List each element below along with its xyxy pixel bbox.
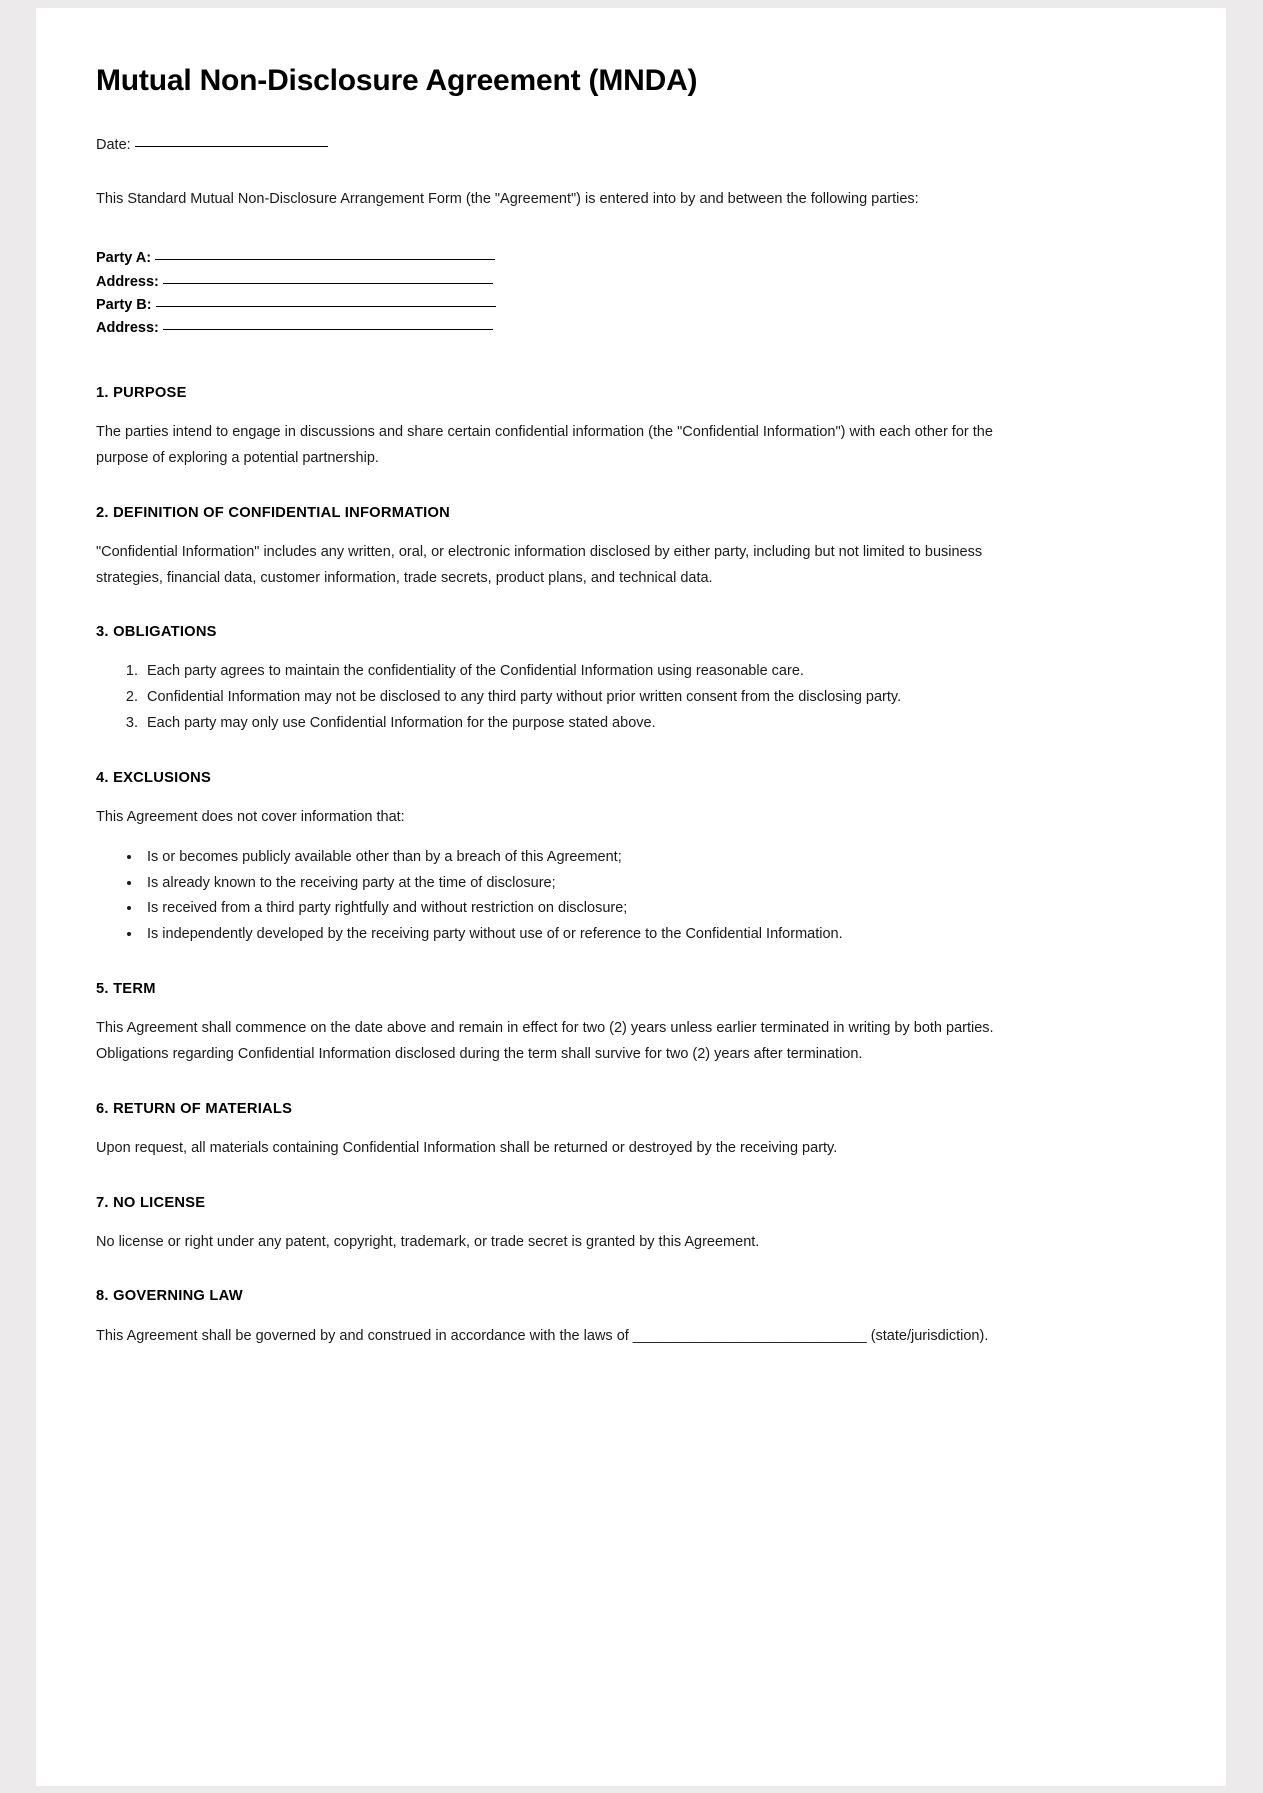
- date-field-line: [96, 133, 1026, 158]
- section-heading-no-license: 7. NO LICENSE: [96, 1194, 206, 1211]
- party-b-label: Party B:: [96, 296, 152, 313]
- section-heading-return-of-materials: 6. RETURN OF MATERIALS: [96, 1100, 293, 1117]
- section-body-definition: "Confidential Information" includes any written, oral, or electronic information disclosed by either party, including but not limited to business strategies, financial data, customer information, trade secrets, product plans, and technical data.: [96, 543, 983, 586]
- intro-paragraph: This Standard Mutual Non-Disclosure Arrangement Form (the "Agreement") is entered into by and between the following parties:: [96, 190, 919, 207]
- party-a-address-blank-rule[interactable]: [163, 283, 493, 284]
- list-item: • Is independently developed by the receiving party without use of or reference to the Confidential Information.: [142, 922, 1026, 948]
- date-blank-rule[interactable]: [135, 146, 328, 147]
- party-b-blank-rule[interactable]: [156, 306, 496, 307]
- document-page: [36, 8, 1226, 1786]
- section-body-purpose: The parties intend to engage in discussions and share certain confidential information (the "Confidential Information") with each other for the purpose of exploring a potential partnership.: [96, 424, 993, 466]
- section-body-no-license: No license or right under any patent, copyright, trademark, or trade secret is granted by this Agreement.: [96, 1233, 760, 1250]
- section-heading-obligations: 3. OBLIGATIONS: [96, 624, 217, 641]
- party-a-row: [96, 247, 1026, 270]
- party-a-blank-rule[interactable]: [155, 259, 495, 260]
- list-item: • Is already known to the receiving party at the time of disclosure;: [142, 871, 1026, 897]
- page-title: Mutual Non-Disclosure Agreement (MNDA): [96, 64, 698, 97]
- section-body-return-of-materials: Upon request, all materials containing Confidential Information shall be returned or destroyed by the receiving party.: [96, 1139, 838, 1156]
- party-b-address-label: Address:: [96, 320, 159, 337]
- party-b-row: [96, 294, 1026, 317]
- list-item: 1. Each party agrees to maintain the confidentiality of the Confidential Information using reasonable care.: [142, 659, 1026, 685]
- list-item: 2. Confidential Information may not be disclosed to any third party without prior written consent from the disclosing party.: [142, 685, 1026, 711]
- obligations-list: [96, 659, 1026, 736]
- date-label: Date:: [96, 137, 131, 153]
- exclusions-lead-in: This Agreement does not cover information that:: [96, 808, 405, 825]
- section-heading-exclusions: 4. EXCLUSIONS: [96, 769, 212, 786]
- party-a-address-label: Address:: [96, 273, 159, 290]
- party-a-label: Party A:: [96, 250, 152, 267]
- section-body-governing-law: This Agreement shall be governed by and construed in accordance with the laws of _____________________________ (state/jurisdiction).: [96, 1327, 989, 1344]
- party-a-address-row: [96, 271, 1026, 294]
- parties-block: [96, 247, 1026, 341]
- section-heading-governing-law: 8. GOVERNING LAW: [96, 1288, 243, 1305]
- exclusions-list: [96, 845, 1026, 948]
- party-b-address-row: [96, 317, 1026, 340]
- section-body-term: This Agreement shall commence on the date above and remain in effect for two (2) years unless earlier terminated in writing by both parties. Obligations regarding Confidential Information disclosed during the term shall survive for two (2) years after termination.: [96, 1020, 994, 1062]
- section-heading-purpose: 1. PURPOSE: [96, 384, 187, 401]
- list-item: • Is or becomes publicly available other than by a breach of this Agreement;: [142, 845, 1026, 871]
- party-b-address-blank-rule[interactable]: [163, 329, 493, 330]
- list-item: 3. Each party may only use Confidential Information for the purpose stated above.: [142, 711, 1026, 737]
- section-heading-term: 5. TERM: [96, 980, 156, 997]
- document-content: [96, 63, 1026, 1344]
- list-item: • Is received from a third party rightfully and without restriction on disclosure;: [142, 896, 1026, 922]
- section-heading-definition: 2. DEFINITION OF CONFIDENTIAL INFORMATION: [96, 504, 451, 521]
